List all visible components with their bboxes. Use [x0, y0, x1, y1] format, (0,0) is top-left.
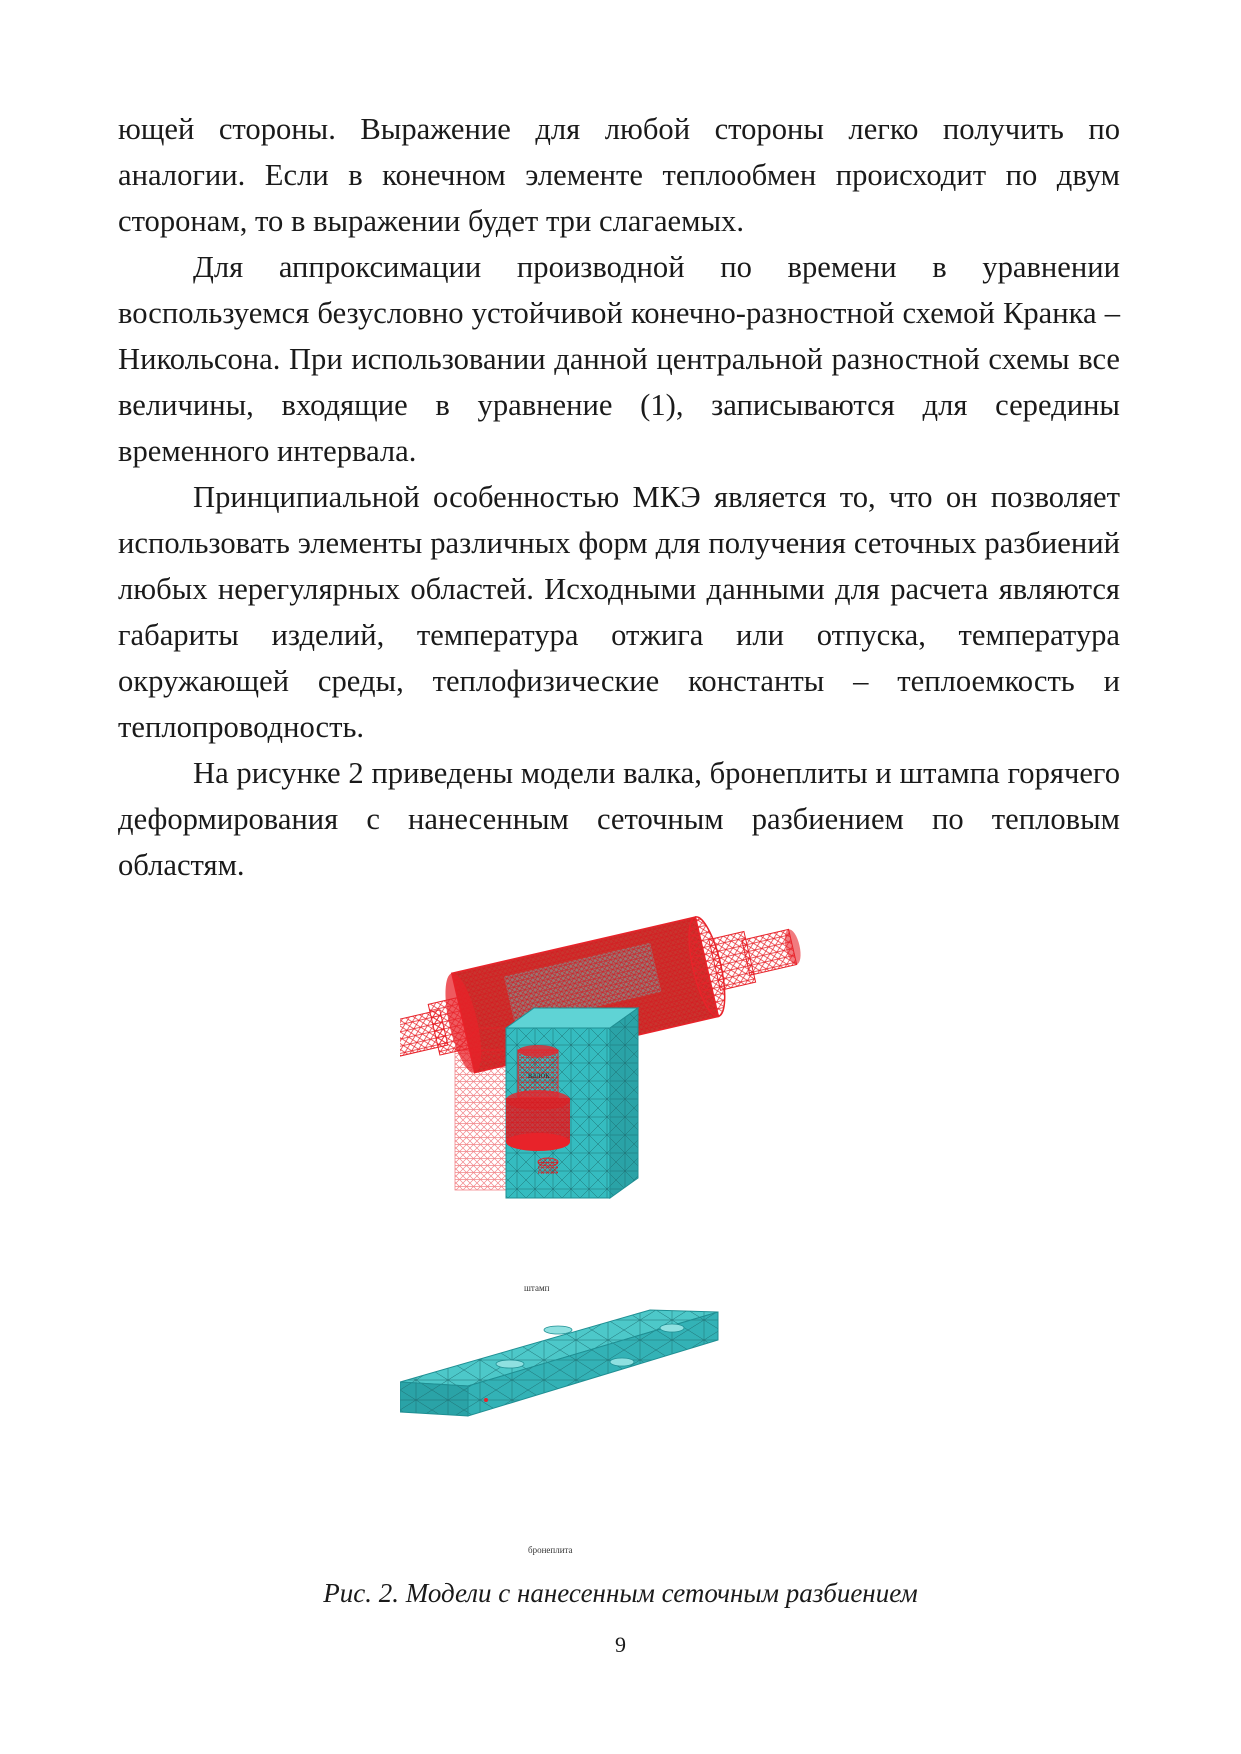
stamp-label: штамп [524, 1283, 550, 1293]
paragraph-3: Принципиальной особенностью МКЭ является то, что он позволяет использовать элементы различных форм для получения сеточных разбиений любых нерегулярных областей. Исходными данными для расчета являются габариты изделий, температура отжига или отпуска, температура окружающей среды, теплофизические константы – теплоемкость и теплопроводность. [118, 480, 1120, 744]
paragraph-4: На рисунке 2 приведены модели валка, бронеплиты и штампа горячего деформирования с нанесенным сеточным разбиением по тепловым областям. [118, 756, 1120, 882]
plate-model [400, 1310, 718, 1416]
roll-label: валок [528, 1070, 550, 1080]
figure-caption: Рис. 2. Модели с нанесенным сеточным разбиением [323, 1578, 918, 1608]
page-number: 9 [615, 1632, 626, 1657]
figure-2 [400, 910, 840, 1570]
plate-label: бронеплита [528, 1545, 573, 1555]
paragraph-1: ющей стороны. Выражение для любой стороны легко получить по аналогии. Если в конечном элементе теплообмен происходит по двум сторонам, то в выражении будет три слагаемых. [118, 112, 1120, 238]
mesh-models-illustration [400, 910, 840, 1570]
body-text [118, 106, 1120, 888]
paragraph-2: Для аппроксимации производной по времени в уравнении воспользуемся безусловно устойчивой конечно-разностной схемой Кранка – Никольсона. При использовании данной центральной разностной схемы все величины, входящие в уравнение (1), записываются для середины временного интервала. [118, 250, 1120, 468]
